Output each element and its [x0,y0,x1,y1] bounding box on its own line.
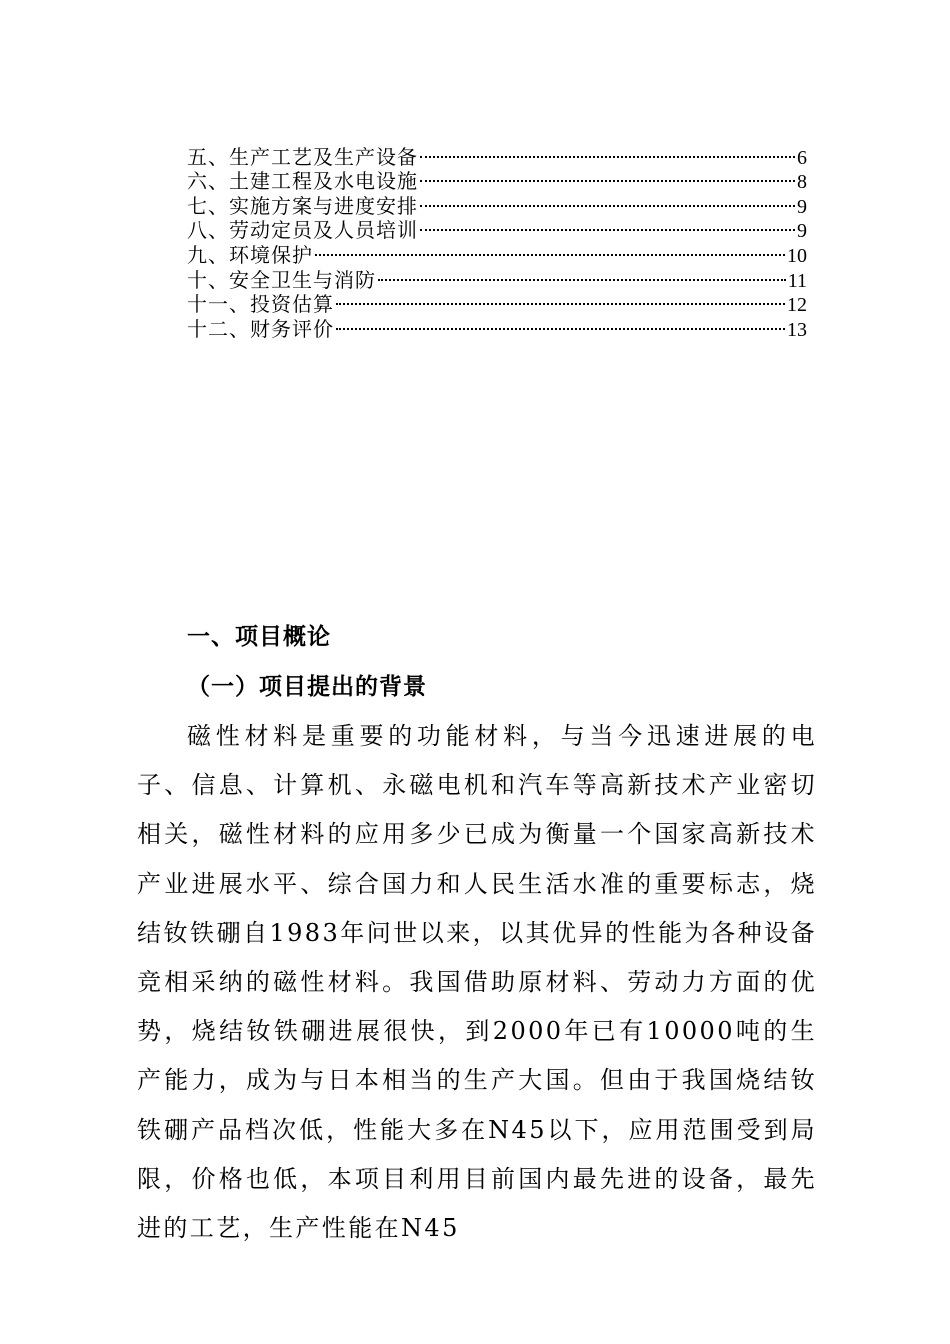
toc-dot-leader [418,213,797,238]
toc-entry-label: 十、安全卫生与消防 [187,267,376,292]
toc-entry[interactable] [187,139,807,169]
toc-entry-page: 10 [787,244,807,267]
toc-entry-page: 9 [797,195,807,218]
toc-dot-leader [334,287,787,312]
subsection-heading: （一）项目提出的背景 [187,674,427,700]
toc-dot-leader [418,164,797,189]
toc-dot-leader [376,262,788,287]
toc-entry-page: 6 [797,146,807,169]
toc-entry-page: 12 [787,294,807,317]
toc-entry-page: 11 [787,269,807,292]
toc-dot-leader [334,311,787,336]
toc-entry-label: 八、劳动定员及人员培训 [187,218,418,243]
section-heading: 一、项目概论 [187,624,331,650]
toc-entry-label: 十二、财务评价 [187,316,334,341]
toc-dot-leader [418,188,797,213]
toc-entry-label: 九、环境保护 [187,242,313,267]
toc-entry-page: 13 [787,318,807,341]
toc-entry-label: 七、实施方案与进度安排 [187,193,418,218]
toc-entry-page: 8 [797,171,807,194]
toc-dot-leader [418,139,797,164]
body-paragraph: 磁性材料是重要的功能材料，与当今迅速进展的电子、信息、计算机、永磁电机和汽车等高新技术产业密切相关，磁性材料的应用多少已成为衡量一个国家高新技术产业进展水平、综合国力和人民生活水准的重要标志，烧结钕铁硼自1983年问世以来，以其优异的性能为各种设备竞相采纳的磁性材料。我国借助原材料、劳动力方面的优势，烧结钕铁硼进展很快，到2000年已有10000吨的生产能力，成为与日本相当的生产大国。但由于我国烧结钕铁硼产品档次低，性能大多在N45以下，应用范围受到局限，价格也低，本项目利用目前国内最先进的设备，最先进的工艺，生产性能在N45 [137,722,817,1243]
toc-entry-label: 十一、投资估算 [187,292,334,317]
toc-entry-page: 9 [797,220,807,243]
toc-entry-label: 六、土建工程及水电设施 [187,169,418,194]
toc-dot-leader [313,237,787,262]
table-of-contents [187,139,807,341]
toc-entry-label: 五、生产工艺及生产设备 [187,144,418,169]
